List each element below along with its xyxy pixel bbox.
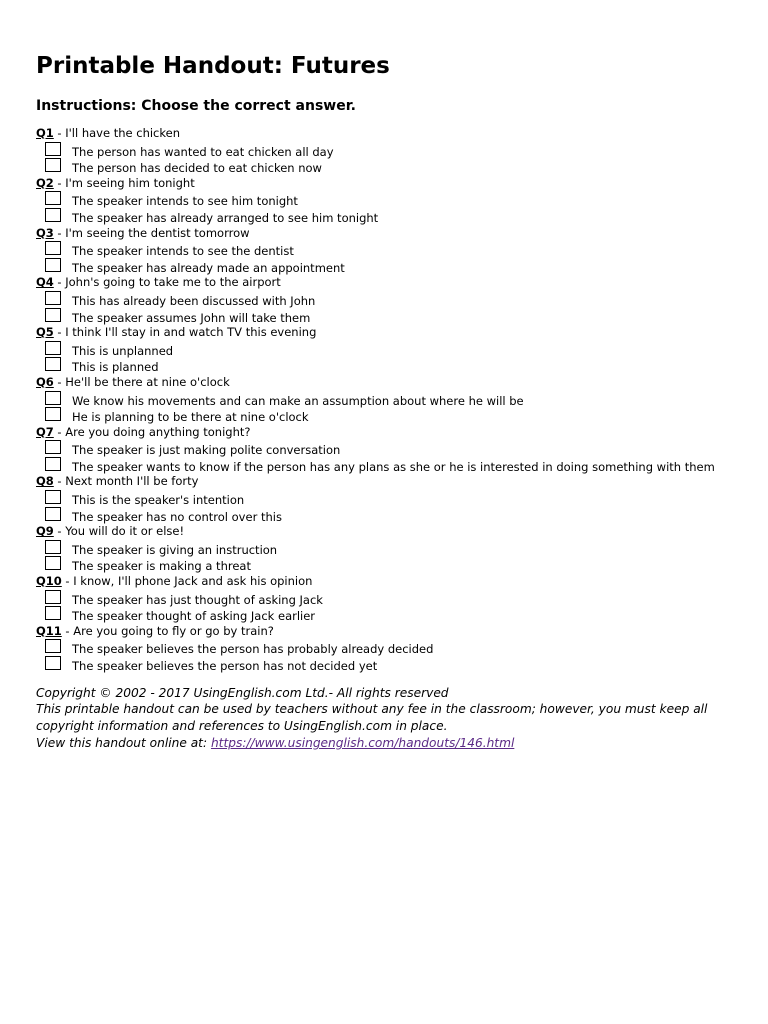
- question-text: I'm seeing him tonight: [65, 175, 195, 190]
- question-4: [36, 274, 736, 291]
- question-number: Q7: [36, 424, 54, 439]
- question-separator: -: [53, 175, 66, 190]
- answer-option-label: The person has decided to eat chicken now: [72, 161, 322, 176]
- answer-option[interactable]: [36, 590, 736, 607]
- question-separator: -: [53, 325, 66, 340]
- answer-checkbox[interactable]: [45, 142, 61, 156]
- question-separator: -: [61, 574, 74, 589]
- answer-option[interactable]: [36, 639, 736, 656]
- answer-checkbox[interactable]: [45, 391, 61, 405]
- question-separator: -: [61, 623, 74, 638]
- question-text: I'm seeing the dentist tomorrow: [65, 225, 250, 240]
- question-9: [36, 523, 736, 540]
- answer-option-label: The speaker believes the person has not decided yet: [72, 659, 378, 673]
- answer-option-label: The speaker intends to see him tonight: [72, 194, 298, 209]
- answer-checkbox[interactable]: [45, 357, 61, 371]
- question-separator: -: [53, 424, 66, 439]
- answer-option-label: The speaker is just making polite conversation: [72, 443, 341, 458]
- answer-checkbox[interactable]: [45, 639, 61, 653]
- answer-option[interactable]: [36, 440, 736, 457]
- view-online-label: View this handout online at:: [36, 735, 211, 750]
- answer-option-label: We know his movements and can make an assumption about where he will be: [72, 393, 524, 408]
- answer-checkbox[interactable]: [45, 241, 61, 255]
- footer: [36, 685, 736, 752]
- question-11: [36, 623, 736, 640]
- question-number: Q2: [36, 175, 54, 190]
- answer-checkbox[interactable]: [45, 158, 61, 172]
- answer-option[interactable]: [36, 507, 736, 524]
- question-7: [36, 424, 736, 441]
- answer-checkbox[interactable]: [45, 540, 61, 554]
- handout-page: [36, 52, 736, 752]
- question-text: I know, I'll phone Jack and ask his opinion: [73, 574, 313, 589]
- question-3: [36, 225, 736, 242]
- view-online-line: [36, 735, 736, 752]
- answer-option-label: The speaker has no control over this: [72, 509, 282, 524]
- question-2: [36, 175, 736, 192]
- question-text: John's going to take me to the airport: [65, 275, 281, 290]
- answer-option-label: He is planning to be there at nine o'clock: [72, 410, 309, 425]
- answer-checkbox[interactable]: [45, 208, 61, 222]
- answer-checkbox[interactable]: [45, 606, 61, 620]
- question-number: Q3: [36, 225, 54, 240]
- answer-option-label: The speaker has already made an appointment: [72, 260, 345, 275]
- instructions: Instructions: Choose the correct answer.: [36, 98, 356, 114]
- answer-option[interactable]: [36, 258, 736, 275]
- answer-option[interactable]: [36, 391, 736, 408]
- answer-option[interactable]: [36, 556, 736, 573]
- answer-option[interactable]: [36, 191, 736, 208]
- answer-checkbox[interactable]: [45, 457, 61, 471]
- answer-option-label: This has already been discussed with John: [72, 293, 316, 308]
- answer-option[interactable]: [36, 208, 736, 225]
- question-text: I'll have the chicken: [65, 126, 180, 140]
- answer-checkbox[interactable]: [45, 191, 61, 205]
- answer-checkbox[interactable]: [45, 440, 61, 454]
- answer-checkbox[interactable]: [45, 490, 61, 504]
- answer-option-label: This is the speaker's intention: [72, 493, 245, 508]
- question-separator: -: [53, 524, 66, 539]
- answer-option[interactable]: [36, 357, 736, 374]
- question-separator: -: [53, 374, 66, 389]
- question-separator: -: [53, 474, 66, 489]
- handout-link[interactable]: https://www.usingenglish.com/handouts/146.html: [210, 735, 515, 750]
- answer-option[interactable]: [36, 142, 736, 159]
- answer-option[interactable]: [36, 656, 736, 673]
- answer-option[interactable]: [36, 241, 736, 258]
- answer-option[interactable]: [36, 341, 736, 358]
- question-text: You will do it or else!: [65, 524, 185, 539]
- answer-option-label: The speaker has already arranged to see him tonight: [72, 210, 379, 225]
- answer-checkbox[interactable]: [45, 308, 61, 322]
- question-text: Are you going to fly or go by train?: [73, 623, 274, 638]
- page-title: Printable Handout: Futures: [36, 53, 390, 79]
- answer-option-label: The speaker believes the person has probably already decided: [72, 642, 434, 657]
- question-6: [36, 374, 736, 391]
- answer-option[interactable]: [36, 158, 736, 175]
- question-text: I think I'll stay in and watch TV this evening: [65, 325, 317, 340]
- answer-option[interactable]: [36, 308, 736, 325]
- answer-option[interactable]: [36, 606, 736, 623]
- answer-option-label: The speaker wants to know if the person has any plans as she or he is interested in doing something with them: [72, 459, 715, 474]
- answer-checkbox[interactable]: [45, 590, 61, 604]
- question-text: Are you doing anything tonight?: [65, 424, 251, 439]
- answer-option-label: The speaker is giving an instruction: [72, 542, 278, 557]
- answer-option-label: This is unplanned: [72, 343, 174, 358]
- answer-checkbox[interactable]: [45, 507, 61, 521]
- answer-option-label: The speaker thought of asking Jack earlier: [72, 609, 316, 624]
- answer-option[interactable]: [36, 490, 736, 507]
- answer-option[interactable]: [36, 540, 736, 557]
- question-number: Q4: [36, 275, 54, 290]
- question-separator: -: [53, 275, 66, 290]
- question-8: [36, 473, 736, 490]
- answer-option-label: The speaker assumes John will take them: [72, 310, 311, 325]
- answer-checkbox[interactable]: [45, 258, 61, 272]
- answer-checkbox[interactable]: [45, 341, 61, 355]
- question-text: He'll be there at nine o'clock: [65, 374, 230, 389]
- question-separator: -: [53, 126, 66, 140]
- question-number: Q1: [36, 126, 54, 140]
- question-5: [36, 324, 736, 341]
- answer-checkbox[interactable]: [45, 556, 61, 570]
- answer-option-label: The speaker is making a threat: [72, 559, 251, 574]
- answer-option-label: The person has wanted to eat chicken all day: [72, 144, 334, 159]
- question-list: [36, 125, 736, 673]
- question-number: Q8: [36, 474, 54, 489]
- answer-checkbox[interactable]: [45, 656, 61, 670]
- answer-option-label: The speaker has just thought of asking Jack: [72, 592, 323, 607]
- copyright-text: Copyright © 2002 - 2017 UsingEnglish.com Ltd.- All rights reserved: [36, 685, 449, 700]
- answer-option[interactable]: [36, 457, 736, 474]
- question-separator: -: [53, 225, 66, 240]
- question-number: Q11: [36, 623, 62, 638]
- question-1: [36, 125, 736, 142]
- question-number: Q10: [36, 574, 62, 589]
- answer-checkbox[interactable]: [45, 291, 61, 305]
- usage-text: This printable handout can be used by teachers without any fee in the classroom; however, you must keep all copyright information and references to UsingEnglish.com in place.: [36, 702, 708, 734]
- question-10: [36, 573, 736, 590]
- answer-option-label: This is planned: [72, 360, 159, 375]
- answer-option-label: The speaker intends to see the dentist: [72, 244, 294, 259]
- question-number: Q9: [36, 524, 54, 539]
- answer-checkbox[interactable]: [45, 407, 61, 421]
- answer-option[interactable]: [36, 407, 736, 424]
- question-number: Q5: [36, 325, 54, 340]
- answer-option[interactable]: [36, 291, 736, 308]
- question-text: Next month I'll be forty: [65, 474, 199, 489]
- question-number: Q6: [36, 374, 54, 389]
